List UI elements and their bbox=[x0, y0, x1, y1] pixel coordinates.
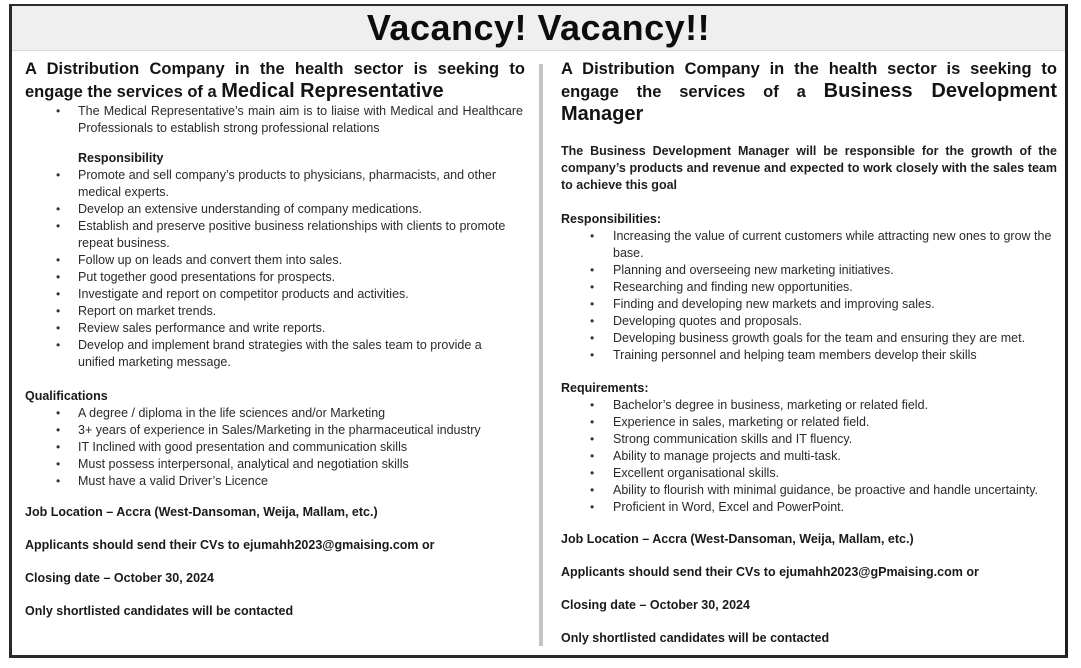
list-item bbox=[561, 431, 1057, 448]
list-item-text: 3+ years of experience in Sales/Marketing in the pharmaceutical industry bbox=[78, 423, 481, 437]
left-responsibility-list bbox=[25, 167, 515, 371]
list-item bbox=[25, 456, 525, 473]
bullet-icon: • bbox=[56, 270, 61, 284]
list-item bbox=[25, 103, 523, 137]
right-requirements-list bbox=[561, 397, 1057, 516]
column-divider bbox=[539, 64, 543, 646]
bullet-icon: • bbox=[590, 483, 595, 497]
bullet-icon: • bbox=[590, 348, 595, 362]
list-item-text: Must possess interpersonal, analytical and negotiation skills bbox=[78, 457, 409, 471]
bullet-icon: • bbox=[56, 423, 61, 437]
list-item-text: Must have a valid Driver’s Licence bbox=[78, 474, 268, 488]
bullet-icon: • bbox=[56, 287, 61, 301]
right-requirements-heading: Requirements: bbox=[561, 381, 649, 395]
list-item-text: Excellent organisational skills. bbox=[613, 466, 780, 480]
bullet-icon: • bbox=[56, 440, 61, 454]
list-item bbox=[25, 252, 515, 269]
bullet-icon: • bbox=[56, 321, 61, 335]
left-aim-list bbox=[25, 103, 523, 137]
list-item-text: Researching and finding new opportunities. bbox=[613, 280, 853, 294]
bullet-icon: • bbox=[590, 314, 595, 328]
list-item bbox=[25, 218, 515, 252]
list-item-text: Increasing the value of current customers while attracting new ones to grow the base. bbox=[613, 229, 1052, 260]
left-qualifications-list bbox=[25, 405, 525, 490]
left-intro bbox=[25, 58, 525, 103]
bullet-icon: • bbox=[56, 202, 61, 216]
list-item-text: Follow up on leads and convert them into sales. bbox=[78, 253, 343, 267]
list-item bbox=[561, 414, 1057, 431]
bullet-icon: • bbox=[56, 219, 61, 233]
list-item-text: A degree / diploma in the life sciences and/or Marketing bbox=[78, 406, 386, 420]
list-item bbox=[561, 347, 1057, 364]
list-item-text: Ability to manage projects and multi-task. bbox=[613, 449, 841, 463]
list-item bbox=[561, 296, 1057, 313]
list-item bbox=[561, 313, 1057, 330]
list-item-text: Finding and developing new markets and improving sales. bbox=[613, 297, 935, 311]
bullet-icon: • bbox=[590, 263, 595, 277]
list-item bbox=[25, 269, 515, 286]
header-banner bbox=[12, 6, 1065, 51]
right-apply-instructions: Applicants should send their CVs to ejumahh2023@gPmaising.com or bbox=[561, 565, 979, 579]
left-intro-text: A Distribution Company in the health sector is seeking to engage the services of a bbox=[25, 60, 525, 101]
list-item-text: Develop an extensive understanding of company medications. bbox=[78, 202, 422, 216]
list-item-text: The Medical Representative’s main aim is to liaise with Medical and Healthcare Professionals to establish strong professional relations bbox=[78, 104, 523, 135]
vacancy-poster bbox=[9, 4, 1068, 658]
list-item bbox=[561, 499, 1057, 516]
left-qualifications-heading: Qualifications bbox=[25, 389, 108, 403]
list-item bbox=[25, 201, 515, 218]
list-item-text: Put together good presentations for prospects. bbox=[78, 270, 336, 284]
bullet-icon: • bbox=[590, 398, 595, 412]
list-item-text: Strong communication skills and IT fluency. bbox=[613, 432, 853, 446]
list-item bbox=[561, 279, 1057, 296]
bullet-icon: • bbox=[590, 449, 595, 463]
business-development-manager-column bbox=[561, 58, 1057, 647]
left-shortlist-note: Only shortlisted candidates will be contacted bbox=[25, 604, 294, 618]
right-responsibilities-list bbox=[561, 228, 1057, 364]
list-item bbox=[25, 320, 515, 337]
left-closing-date: Closing date – October 30, 2024 bbox=[25, 571, 214, 585]
list-item bbox=[25, 405, 525, 422]
list-item bbox=[561, 262, 1057, 279]
list-item bbox=[561, 448, 1057, 465]
bullet-icon: • bbox=[56, 457, 61, 471]
bullet-icon: • bbox=[590, 466, 595, 480]
list-item-text: Ability to flourish with minimal guidance, be proactive and handle uncertainty. bbox=[613, 483, 1038, 497]
medical-representative-column bbox=[25, 58, 525, 620]
list-item bbox=[561, 397, 1057, 414]
list-item bbox=[25, 422, 525, 439]
right-responsibilities-heading: Responsibilities: bbox=[561, 212, 662, 226]
right-intro-text: A Distribution Company in the health sector is seeking to engage the services of a bbox=[561, 60, 1057, 101]
left-apply-instructions: Applicants should send their CVs to ejumahh2023@gmaising.com or bbox=[25, 538, 435, 552]
list-item-text: Developing business growth goals for the team and ensuring they are met. bbox=[613, 331, 1026, 345]
right-shortlist-note: Only shortlisted candidates will be contacted bbox=[561, 631, 830, 645]
bullet-icon: • bbox=[590, 331, 595, 345]
list-item-text: Develop and implement brand strategies with the sales team to provide a unified marketing message. bbox=[78, 338, 482, 369]
list-item bbox=[25, 286, 515, 303]
list-item-text: Planning and overseeing new marketing initiatives. bbox=[613, 263, 894, 277]
list-item-text: Promote and sell company’s products to physicians, pharmacists, and other medical experts. bbox=[78, 168, 497, 199]
bullet-icon: • bbox=[56, 474, 61, 488]
list-item bbox=[561, 465, 1057, 482]
list-item-text: Investigate and report on competitor products and activities. bbox=[78, 287, 409, 301]
bullet-icon: • bbox=[590, 229, 595, 243]
bullet-icon: • bbox=[590, 280, 595, 294]
left-job-location: Job Location – Accra (West-Dansoman, Weija, Mallam, etc.) bbox=[25, 505, 378, 519]
right-closing-date: Closing date – October 30, 2024 bbox=[561, 598, 750, 612]
bullet-icon: • bbox=[590, 415, 595, 429]
bullet-icon: • bbox=[56, 338, 61, 352]
list-item bbox=[561, 482, 1057, 499]
left-role-title: Medical Representative bbox=[221, 80, 444, 102]
list-item bbox=[25, 337, 515, 371]
list-item-text: Developing quotes and proposals. bbox=[613, 314, 803, 328]
left-responsibility-heading: Responsibility bbox=[78, 151, 164, 165]
bullet-icon: • bbox=[590, 500, 595, 514]
list-item bbox=[25, 167, 515, 201]
list-item-text: Report on market trends. bbox=[78, 304, 217, 318]
bullet-icon: • bbox=[56, 253, 61, 267]
list-item-text: Proficient in Word, Excel and PowerPoint. bbox=[613, 500, 845, 514]
list-item bbox=[25, 303, 515, 320]
list-item bbox=[25, 473, 525, 490]
list-item-text: Training personnel and helping team members develop their skills bbox=[613, 348, 977, 362]
list-item bbox=[561, 330, 1057, 347]
right-description: The Business Development Manager will be responsible for the growth of the company’s products and revenue and expected to work closely with the sales team to achieve this goal bbox=[561, 144, 1057, 192]
bullet-icon: • bbox=[56, 104, 61, 118]
right-job-location: Job Location – Accra (West-Dansoman, Weija, Mallam, etc.) bbox=[561, 532, 914, 546]
list-item-text: Establish and preserve positive business relationships with clients to promote repeat business. bbox=[78, 219, 506, 250]
list-item-text: Experience in sales, marketing or related field. bbox=[613, 415, 870, 429]
list-item bbox=[25, 439, 525, 456]
bullet-icon: • bbox=[56, 406, 61, 420]
list-item bbox=[561, 228, 1057, 262]
list-item-text: Bachelor’s degree in business, marketing or related field. bbox=[613, 398, 928, 412]
list-item-text: IT Inclined with good presentation and communication skills bbox=[78, 440, 408, 454]
list-item-text: Review sales performance and write reports. bbox=[78, 321, 326, 335]
bullet-icon: • bbox=[56, 304, 61, 318]
right-role-title: Business Development Manager bbox=[561, 80, 1057, 125]
bullet-icon: • bbox=[590, 432, 595, 446]
right-intro bbox=[561, 58, 1057, 126]
page-title: Vacancy! Vacancy!! bbox=[366, 7, 711, 48]
bullet-icon: • bbox=[56, 168, 61, 182]
bullet-icon: • bbox=[590, 297, 595, 311]
